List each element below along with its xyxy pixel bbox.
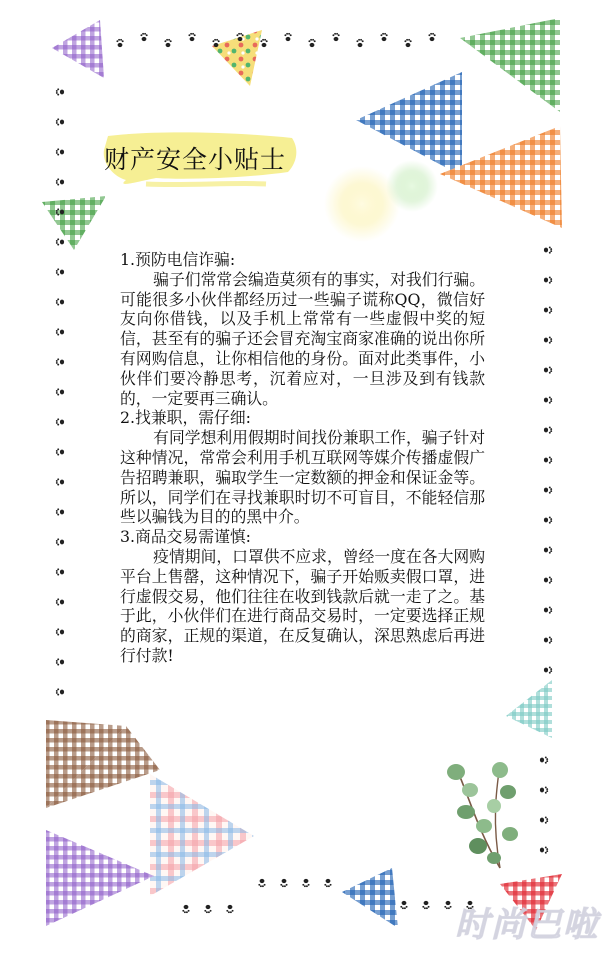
paw-print-icon [308, 39, 315, 47]
paw-print-icon [56, 238, 64, 245]
section-3-heading: 3.商品交易需谨慎: [120, 527, 251, 547]
paw-print-icon [280, 879, 287, 887]
paw-print-icon [56, 268, 64, 275]
paw-print-icon [544, 366, 552, 373]
eucalyptus-plant [447, 762, 518, 868]
paw-print-icon [422, 901, 429, 909]
section-2-heading: 2.找兼职，需仔细: [120, 408, 251, 428]
purple-pennant-bottom [46, 830, 154, 926]
light-glow [386, 160, 438, 212]
paw-print-icon [56, 658, 64, 665]
paw-print-icon [544, 636, 552, 643]
paw-print-icon [324, 879, 331, 887]
paw-print-icon [544, 546, 552, 553]
title-area [96, 128, 306, 188]
paw-print-icon [544, 306, 552, 313]
paw-print-icon [116, 39, 123, 47]
paw-print-icon [400, 901, 407, 909]
paw-print-icon [56, 598, 64, 605]
page-title: 财产安全小贴士 [104, 145, 287, 174]
paw-print-icon [56, 568, 64, 575]
paw-print-icon [544, 576, 552, 583]
section-3-body: 疫情期间，口罩供不应求，曾经一度在各大网购平台上售罄，这种情况下，骗子开始贩卖假口罩，进行虚假交易，他们往往在收到钱款后就一走了之。基于此，小伙伴们在进行商品交易时，一定要选择正规的商家，正规的渠道，在反复确认，深思熟虑后再进行付款! [120, 546, 485, 665]
paw-print-icon [56, 148, 64, 155]
paw-print-icon [544, 336, 552, 343]
mint-pennant [506, 680, 552, 738]
paw-print-icon [56, 88, 64, 95]
plaid-pennant [150, 774, 254, 896]
paw-print-icon [56, 538, 64, 545]
paw-print-icon [540, 816, 548, 823]
yellow-dot-pennant [212, 30, 262, 86]
paw-print-icon [56, 388, 64, 395]
paw-print-icon [302, 879, 309, 887]
paw-print-icon [56, 298, 64, 305]
paw-print-icon [428, 33, 435, 41]
paw-print-icon [544, 666, 552, 673]
section-1-heading: 1.预防电信诈骗: [120, 250, 236, 269]
paw-print-icon [188, 33, 195, 41]
paw-print-icon [260, 39, 267, 47]
paw-print-icon [56, 418, 64, 425]
paw-print-icon [284, 33, 291, 41]
purple-pennant [52, 20, 104, 78]
paw-print-icon [258, 879, 265, 887]
paw-print-icon [544, 246, 552, 253]
green-pennant-small [42, 196, 106, 250]
paw-print-icon [404, 39, 411, 47]
paw-print-icon [56, 478, 64, 485]
paw-print-icon [56, 358, 64, 365]
paw-print-icon [56, 118, 64, 125]
paw-print-icon [356, 39, 363, 47]
tips-content [120, 250, 485, 666]
section-1-body: 骗子们常常会编造莫须有的事实，对我们行骗。可能很多小伙伴都经历过一些骗子谎称QQ，微信好友向你借钱，以及手机上常常有一些虚假中奖的短信，甚至有的骗子还会冒充淘宝商家准确的说出你所有网购信息，让你相信他的身份。面对此类事件，小伙伴们要冷静思考，沉着应对，一旦涉及到有钱款的，一定要再三确认。 [120, 269, 485, 408]
paw-print-icon [56, 688, 64, 695]
watermark: 时尚巴啦 [455, 905, 599, 945]
paw-print-icon [226, 905, 233, 913]
paw-print-icon [544, 426, 552, 433]
paw-print-icon [56, 178, 64, 185]
paw-print-icon [444, 901, 451, 909]
paw-print-icon [56, 328, 64, 335]
paw-print-icon [140, 33, 147, 41]
section-2-body: 有同学想利用假期时间找份兼职工作，骗子针对这种情况，常常会利用手机互联网等媒介传播虚假广告招聘兼职，骗取学生一定数额的押金和保证金等。所以，同学们在寻找兼职时切不可盲目，不能轻信那些以骗钱为目的的黑中介。 [120, 428, 485, 527]
paw-print-icon [544, 516, 552, 523]
paw-print-icon [540, 756, 548, 763]
paw-print-icon [56, 628, 64, 635]
paw-print-icon [56, 508, 64, 515]
paw-print-icon [544, 396, 552, 403]
paw-print-icon [182, 905, 189, 913]
paw-print-icon [204, 905, 211, 913]
blue-pennant-bottom [342, 868, 398, 928]
paw-print-icon [380, 33, 387, 41]
paw-print-icon [544, 606, 552, 613]
paw-print-icon [164, 39, 171, 47]
paw-print-icon [540, 846, 548, 853]
paw-print-icon [540, 786, 548, 793]
green-pennant [460, 18, 560, 112]
paw-print-icon [332, 33, 339, 41]
paw-print-icon [544, 456, 552, 463]
paw-print-icon [544, 276, 552, 283]
paw-print-icon [544, 486, 552, 493]
paw-print-icon [56, 448, 64, 455]
